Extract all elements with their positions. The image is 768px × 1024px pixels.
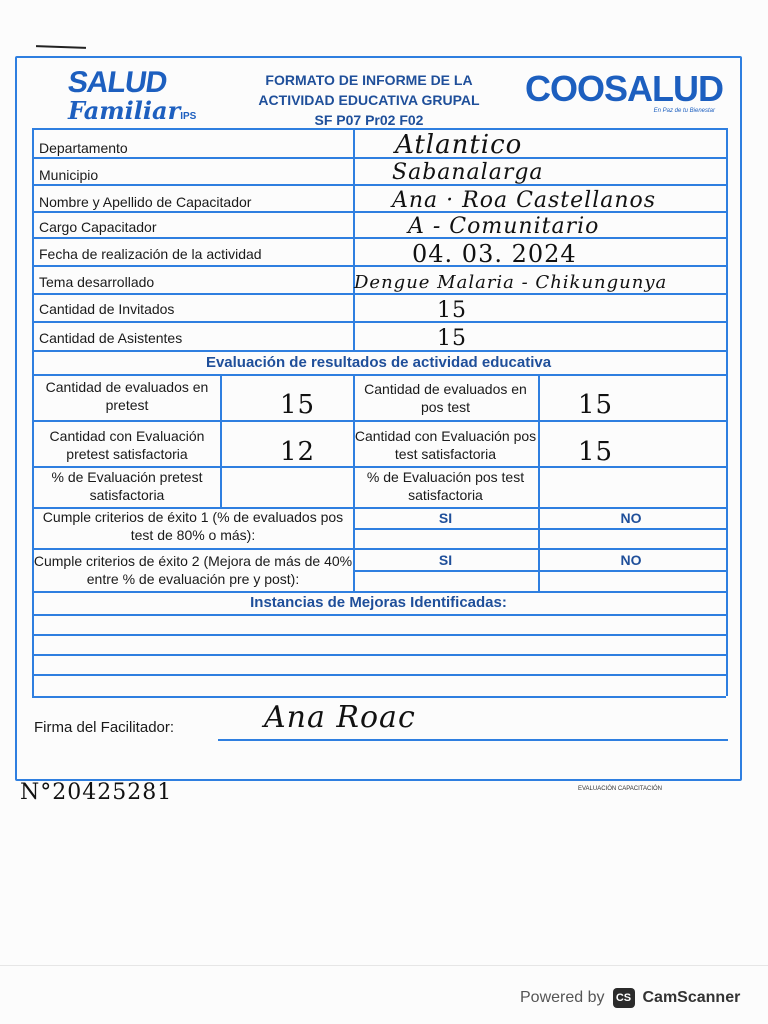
table-rule: [32, 293, 726, 295]
label-departamento: Departamento: [39, 140, 128, 156]
value-postest-sat: 15: [578, 437, 614, 467]
table-rule: [353, 128, 355, 350]
form-number: N°20425281: [20, 780, 173, 805]
camscanner-icon: CS: [613, 988, 635, 1008]
title-line3: SF P07 Pr02 F02: [314, 112, 424, 128]
value-nombre: Ana · Roa Castellanos: [392, 188, 657, 213]
table-rule: [32, 654, 726, 656]
evaluation-title: Evaluación de resultados de actividad educativa: [205, 354, 552, 371]
table-rule: [32, 696, 726, 698]
table-rule: [32, 157, 726, 159]
powered-by: [520, 988, 740, 1008]
signature-label: Firma del Facilitador:: [34, 719, 175, 736]
pen-mark: [36, 45, 86, 49]
powered-label: Powered by: [520, 989, 605, 1006]
label-asistentes: Cantidad de Asistentes: [39, 330, 183, 346]
value-invitados: 15: [437, 298, 467, 323]
label-criteria1: Cumple criterios de éxito 1 (% de evaluados pos test de 80% o más):: [42, 509, 344, 543]
criteria2-si: SI: [438, 552, 453, 568]
table-rule: [32, 634, 726, 636]
value-departamento: Atlantico: [395, 130, 523, 160]
value-asistentes: 15: [437, 326, 467, 351]
coosalud-wordmark: COOSALUD: [525, 68, 723, 109]
label-invitados: Cantidad de Invitados: [39, 301, 175, 317]
criteria1-si: SI: [438, 510, 453, 526]
label-nombre-capacitador: Nombre y Apellido de Capacitador: [39, 194, 252, 210]
coosalud-tagline: En Paz de tu Bienestar: [653, 108, 715, 114]
label-pretest-count: Cantidad de evaluados en pretest: [45, 379, 209, 413]
signature-value: Ana Roac: [264, 700, 416, 735]
label-postest-count: Cantidad de evaluados en pos test: [364, 381, 527, 415]
table-rule: [353, 570, 726, 572]
value-fecha: 04. 03. 2024: [412, 240, 577, 268]
footer-small: EVALUACIÓN CAPACITACIÓN: [578, 786, 663, 792]
title-line1: FORMATO DE INFORME DE LA: [265, 72, 473, 88]
label-pretest-pct: % de Evaluación pretest satisfactoria: [51, 469, 203, 503]
logo-line2: Familiar: [68, 96, 181, 125]
label-fecha: Fecha de realización de la actividad: [39, 246, 262, 262]
table-rule: [32, 128, 726, 130]
table-rule: [32, 265, 726, 267]
value-municipio: Sabanalarga: [392, 160, 544, 185]
value-pretest-sat: 12: [280, 437, 316, 467]
table-rule: [32, 237, 726, 239]
powered-brand: CamScanner: [642, 989, 741, 1006]
table-rule: [32, 548, 726, 550]
signature-line: [218, 739, 728, 741]
form-border: [15, 56, 742, 781]
table-rule: [32, 420, 726, 422]
table-rule: [220, 374, 222, 507]
logo-suffix: IPS: [180, 111, 197, 122]
table-rule: [32, 614, 726, 616]
label-municipio: Municipio: [39, 167, 99, 183]
improvements-title: Instancias de Mejoras Identificadas:: [250, 594, 507, 611]
table-rule: [32, 674, 726, 676]
criteria1-no: NO: [620, 510, 642, 526]
value-cargo: A - Comunitario: [408, 214, 600, 239]
table-rule: [32, 374, 726, 376]
bottom-divider: [0, 965, 768, 966]
label-postest-sat: Cantidad con Evaluación pos test satisfactoria: [354, 428, 537, 462]
criteria2-no: NO: [620, 552, 642, 568]
table-rule: [353, 528, 726, 530]
value-postest-count: 15: [578, 390, 614, 420]
table-rule: [32, 350, 726, 352]
table-rule: [726, 128, 728, 696]
logo-line1: SALUD: [65, 66, 169, 99]
table-rule: [32, 184, 726, 186]
table-rule: [32, 591, 726, 593]
label-pretest-sat: Cantidad con Evaluación pretest satisfactoria: [49, 428, 205, 462]
label-postest-pct: % de Evaluación pos test satisfactoria: [366, 469, 525, 503]
value-pretest-count: 15: [280, 390, 316, 420]
value-tema: Dengue Malaria - Chikungunya: [354, 272, 668, 293]
label-criteria2: Cumple criterios de éxito 2 (Mejora de más de 40% entre % de evaluación pre y post):: [33, 553, 353, 587]
label-cargo: Cargo Capacitador: [39, 219, 157, 235]
label-tema: Tema desarrollado: [39, 274, 155, 290]
title-line2: ACTIVIDAD EDUCATIVA GRUPAL: [258, 92, 480, 108]
table-rule: [32, 321, 726, 323]
